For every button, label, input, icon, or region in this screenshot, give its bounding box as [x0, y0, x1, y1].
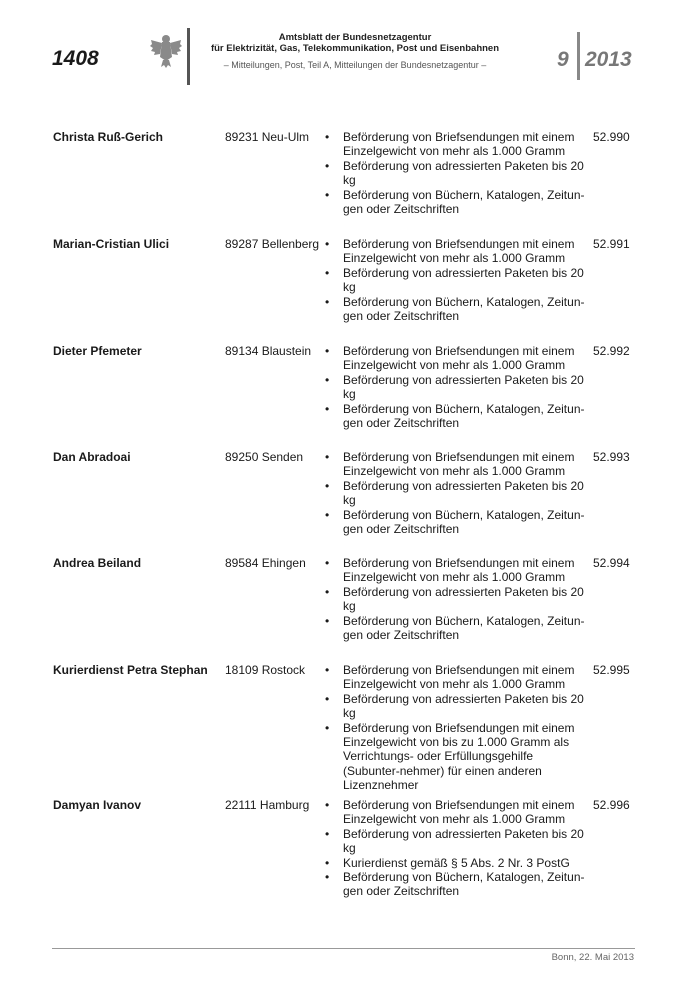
bullet-icon: • [325, 158, 330, 173]
licensee-name: Andrea Beiland [53, 556, 142, 570]
service-item [325, 663, 590, 692]
service-text: Beförderung von Büchern, Katalogen, Zeitun-gen oder Zeitschriften [343, 187, 585, 217]
bullet-icon: • [325, 237, 330, 251]
service-text: Beförderung von adressierten Paketen bis 20 kg [343, 584, 584, 614]
service-item [325, 798, 590, 827]
service-item [325, 373, 590, 402]
issue-number: 9 [557, 48, 569, 71]
footer-place-date: Bonn, 22. Mai 2013 [551, 952, 634, 963]
service-text: Beförderung von Briefsendungen mit einem Einzelgewicht von mehr als 1.000 Gramm [343, 237, 575, 266]
licensee-place: 89231 Neu-Ulm [225, 130, 310, 144]
licensee-name: Christa Ruß-Gerich [53, 130, 164, 144]
service-list [325, 556, 590, 642]
licensee-place: 89134 Blaustein [225, 344, 312, 358]
licensee-place: 18109 Rostock [225, 663, 306, 677]
issue-divider [577, 32, 580, 80]
service-text: Beförderung von Büchern, Katalogen, Zeitun-gen oder Zeitschriften [343, 507, 585, 537]
bullet-icon: • [325, 720, 330, 735]
publication-title-line-1: Amtsblatt der Bundesnetzagentur [278, 32, 432, 43]
service-text: Beförderung von Büchern, Katalogen, Zeitun-gen oder Zeitschriften [343, 294, 585, 324]
page-number: 1408 [52, 47, 99, 70]
license-number: 52.994 [593, 556, 630, 570]
service-list [325, 450, 590, 536]
service-text: Beförderung von adressierten Paketen bis 20 kg [343, 372, 584, 402]
service-text: Beförderung von adressierten Paketen bis 20 kg [343, 265, 584, 295]
service-item [325, 237, 590, 266]
service-item [325, 266, 590, 295]
service-text: Beförderung von Briefsendungen mit einem Einzelgewicht von bis zu 1.000 Gramm als Verrichtungs- oder Erfüllungsgehilfe (Subunter-nehmer) für einen anderen Lizenznehmer [343, 720, 575, 793]
service-item [325, 295, 590, 324]
service-text: Beförderung von Briefsendungen mit einem Einzelgewicht von mehr als 1.000 Gramm [343, 450, 575, 479]
service-text: Beförderung von adressierten Paketen bis 20 kg [343, 158, 584, 188]
service-text: Beförderung von Briefsendungen mit einem Einzelgewicht von mehr als 1.000 Gramm [343, 663, 575, 692]
service-item [325, 870, 590, 899]
licensee-name: Dieter Pfemeter [53, 344, 142, 358]
bullet-icon: • [325, 450, 330, 464]
service-item [325, 188, 590, 217]
service-item [325, 344, 590, 373]
publication-subtitle: – Mitteilungen, Post, Teil A, Mitteilungen der Bundesnetzagentur – [223, 60, 487, 70]
licensee-name: Dan Abradoai [53, 450, 131, 464]
bullet-icon: • [325, 870, 330, 885]
bullet-icon: • [325, 507, 330, 522]
bullet-icon: • [325, 826, 330, 841]
bullet-icon: • [325, 401, 330, 416]
licensee-name: Marian-Cristian Ulici [53, 237, 170, 251]
service-text: Beförderung von adressierten Paketen bis 20 kg [343, 826, 584, 856]
service-item [325, 556, 590, 585]
service-text: Beförderung von Büchern, Katalogen, Zeitun-gen oder Zeitschriften [343, 613, 585, 643]
federal-eagle-icon [149, 31, 183, 69]
license-number: 52.990 [593, 130, 630, 144]
license-number: 52.992 [593, 344, 630, 358]
license-number: 52.995 [593, 663, 630, 677]
license-number: 52.991 [593, 237, 630, 251]
publication-title [195, 32, 515, 54]
publication-title-line-2: für Elektrizität, Gas, Telekommunikation, Post und Eisenbahnen [210, 43, 500, 54]
service-list [325, 798, 590, 899]
issue-year: 2013 [585, 48, 632, 71]
bullet-icon: • [325, 344, 330, 358]
license-number: 52.993 [593, 450, 630, 464]
bullet-icon: • [325, 584, 330, 599]
bullet-icon: • [325, 855, 330, 870]
licensee-place: 89287 Bellenberg [225, 237, 320, 251]
bullet-icon: • [325, 691, 330, 706]
service-item [325, 130, 590, 159]
bullet-icon: • [325, 130, 330, 144]
service-text: Beförderung von adressierten Paketen bis 20 kg [343, 691, 584, 721]
bullet-icon: • [325, 663, 330, 677]
service-item [325, 450, 590, 479]
service-item [325, 692, 590, 721]
bullet-icon: • [325, 478, 330, 493]
footer-divider [52, 948, 635, 949]
bullet-icon: • [325, 187, 330, 202]
service-text: Kurierdienst gemäß § 5 Abs. 2 Nr. 3 PostG [343, 855, 570, 870]
service-text: Beförderung von Büchern, Katalogen, Zeitun-gen oder Zeitschriften [343, 870, 585, 899]
service-text: Beförderung von Briefsendungen mit einem Einzelgewicht von mehr als 1.000 Gramm [343, 798, 575, 827]
service-item [325, 508, 590, 537]
service-item [325, 585, 590, 614]
bullet-icon: • [325, 265, 330, 280]
service-item [325, 479, 590, 508]
service-item [325, 402, 590, 431]
bullet-icon: • [325, 294, 330, 309]
licensee-name: Kurierdienst Petra Stephan [53, 663, 208, 677]
service-item [325, 856, 590, 870]
service-item [325, 614, 590, 643]
license-number: 52.996 [593, 798, 630, 812]
service-list [325, 663, 590, 793]
service-list [325, 344, 590, 430]
licensee-place: 89250 Senden [225, 450, 304, 464]
bullet-icon: • [325, 798, 330, 812]
header-divider [187, 28, 190, 85]
licensee-place: 22111 Hamburg [225, 798, 310, 812]
service-item [325, 721, 590, 793]
licensee-name: Damyan Ivanov [53, 798, 142, 812]
service-text: Beförderung von adressierten Paketen bis 20 kg [343, 478, 584, 508]
service-item [325, 827, 590, 856]
service-list [325, 130, 590, 216]
service-text: Beförderung von Briefsendungen mit einem Einzelgewicht von mehr als 1.000 Gramm [343, 556, 575, 585]
licensee-place: 89584 Ehingen [225, 556, 306, 570]
service-list [325, 237, 590, 323]
service-text: Beförderung von Büchern, Katalogen, Zeitun-gen oder Zeitschriften [343, 401, 585, 431]
service-text: Beförderung von Briefsendungen mit einem Einzelgewicht von mehr als 1.000 Gramm [343, 344, 575, 373]
service-text: Beförderung von Briefsendungen mit einem Einzelgewicht von mehr als 1.000 Gramm [343, 130, 575, 159]
service-item [325, 159, 590, 188]
bullet-icon: • [325, 556, 330, 570]
bullet-icon: • [325, 613, 330, 628]
bullet-icon: • [325, 372, 330, 387]
